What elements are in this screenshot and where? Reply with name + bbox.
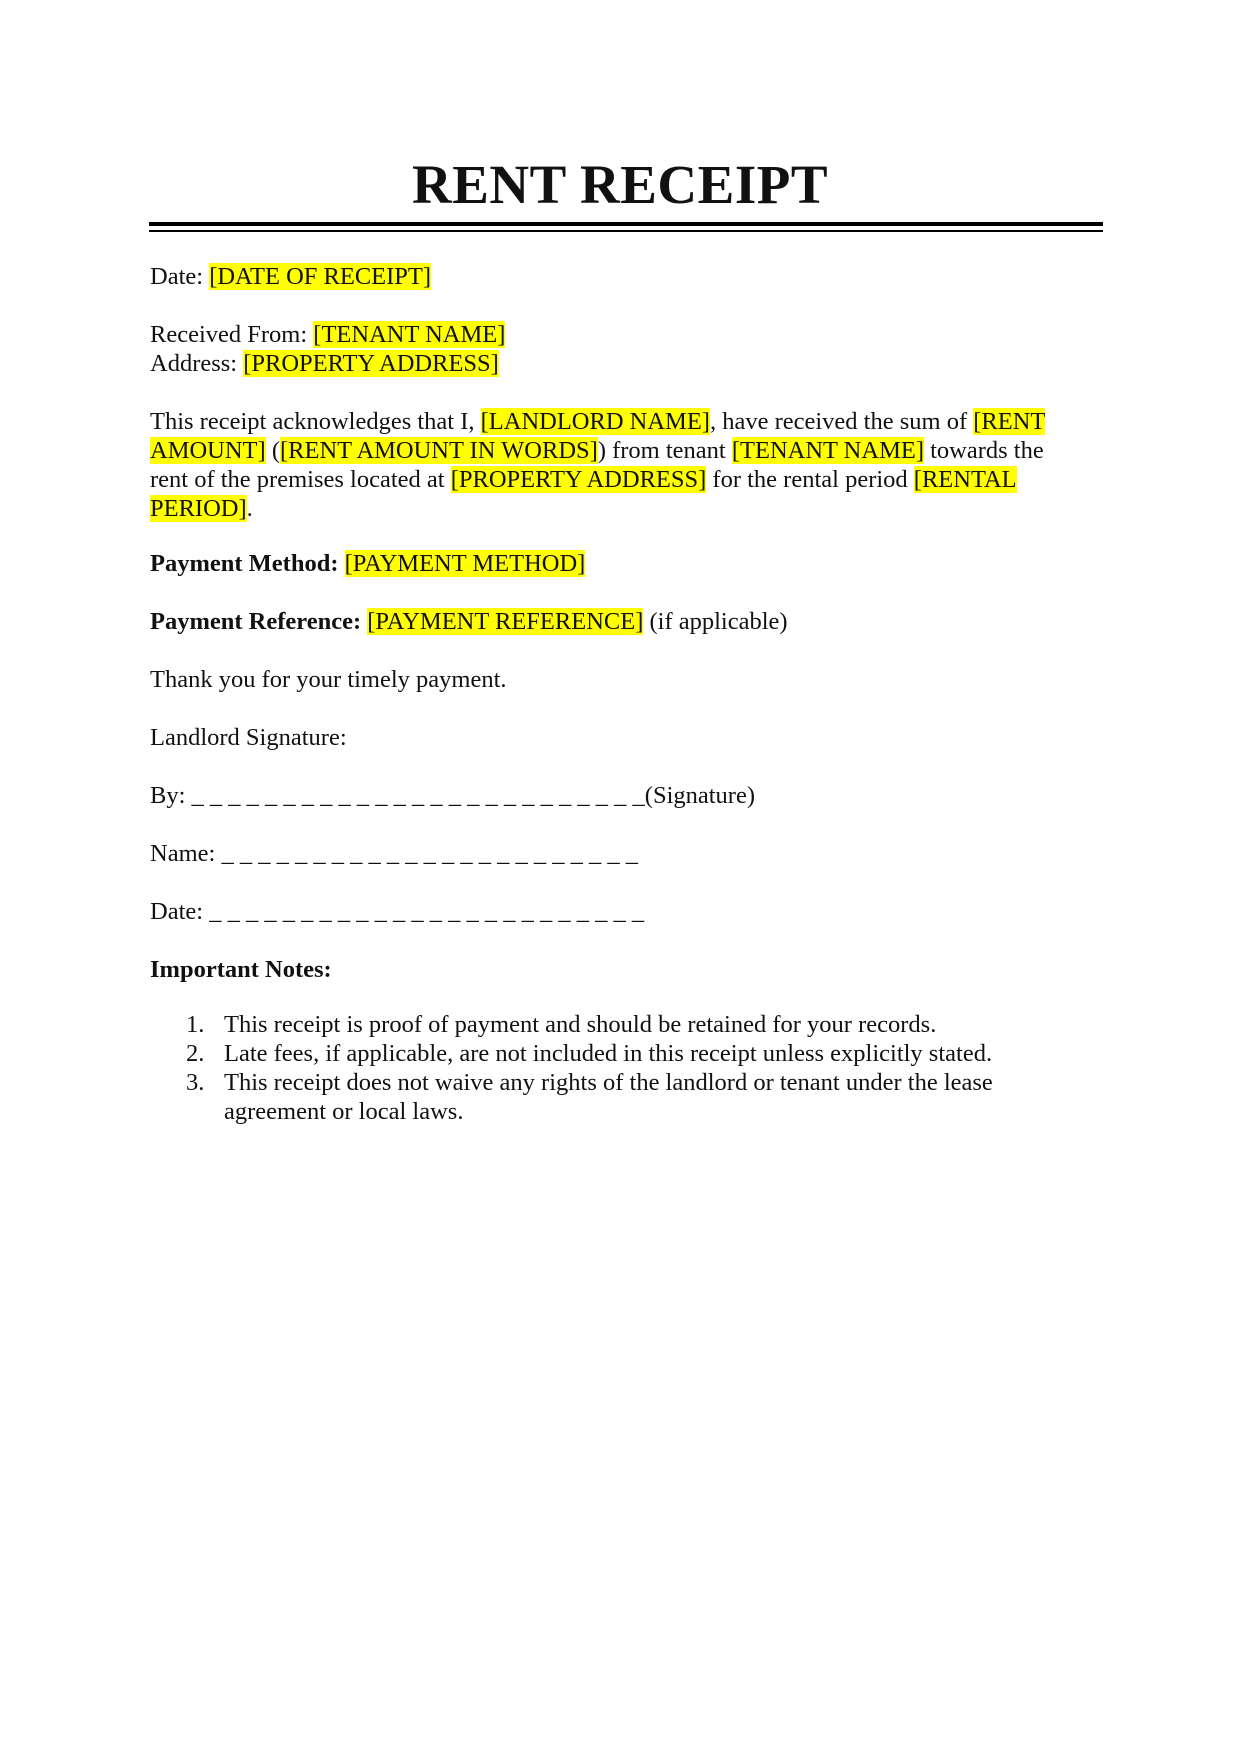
by-label: By: bbox=[150, 782, 186, 809]
list-item bbox=[150, 1039, 1050, 1068]
rent-amount-words-placeholder: [RENT AMOUNT IN WORDS] bbox=[279, 437, 598, 464]
paragraph-text: towards the rent of the premises located at bbox=[150, 437, 1044, 493]
signature-name-line bbox=[150, 839, 638, 868]
note-text: This receipt does not waive any rights of the landlord or tenant under the lease agreement or local laws. bbox=[224, 1069, 993, 1125]
address-label: Address: bbox=[150, 350, 238, 377]
rental-period-placeholder: [RENTAL PERIOD] bbox=[150, 466, 1017, 522]
paragraph-text: , have received the sum of bbox=[709, 408, 974, 435]
payment-reference-placeholder: [PAYMENT REFERENCE] bbox=[367, 608, 644, 635]
note-number: 2. bbox=[186, 1040, 205, 1067]
note-text: This receipt is proof of payment and should be retained for your records. bbox=[224, 1011, 937, 1038]
property-address-placeholder: [PROPERTY ADDRESS] bbox=[243, 350, 499, 377]
payment-method-line bbox=[150, 549, 585, 578]
name-blank: _ _ _ _ _ _ _ _ _ _ _ _ _ _ _ _ _ _ _ _ _ _ _ bbox=[221, 840, 638, 867]
list-item bbox=[150, 1068, 1050, 1126]
title-divider-thick bbox=[149, 222, 1103, 226]
signature-date-label: Date: bbox=[150, 898, 204, 925]
signature-suffix: (Signature) bbox=[644, 782, 755, 809]
thank-you-text: Thank you for your timely payment. bbox=[150, 666, 507, 693]
landlord-name-placeholder: [LANDLORD NAME] bbox=[480, 408, 710, 435]
payment-reference-line bbox=[150, 607, 788, 636]
payment-method-label: Payment Method: bbox=[150, 550, 339, 577]
address-line bbox=[150, 349, 499, 378]
paragraph-text: ) from tenant bbox=[597, 437, 732, 464]
date-placeholder: [DATE OF RECEIPT] bbox=[209, 263, 432, 290]
acknowledgement-paragraph bbox=[150, 407, 1065, 523]
property-address-placeholder: [PROPERTY ADDRESS] bbox=[450, 466, 707, 493]
page-title: RENT RECEIPT bbox=[411, 154, 829, 215]
date-label: Date: bbox=[150, 263, 204, 290]
signature-by-line bbox=[150, 781, 755, 810]
signature-date-line bbox=[150, 897, 644, 926]
received-from-label: Received From: bbox=[150, 321, 308, 348]
payment-method-placeholder: [PAYMENT METHOD] bbox=[344, 550, 586, 577]
tenant-name-placeholder: [TENANT NAME] bbox=[313, 321, 506, 348]
note-text: Late fees, if applicable, are not included in this receipt unless explicitly stated. bbox=[224, 1040, 993, 1067]
paragraph-text: ( bbox=[265, 437, 280, 464]
paragraph-text: . bbox=[246, 495, 253, 522]
list-item bbox=[150, 1010, 1050, 1039]
name-label: Name: bbox=[150, 840, 216, 867]
paragraph-text: for the rental period bbox=[706, 466, 914, 493]
paragraph-text: This receipt acknowledges that I, bbox=[150, 408, 481, 435]
note-number: 1. bbox=[186, 1011, 205, 1038]
notes-list bbox=[150, 1010, 1050, 1126]
rent-amount-placeholder: [RENT AMOUNT] bbox=[150, 408, 1046, 464]
note-number: 3. bbox=[186, 1069, 205, 1096]
title-divider-thin bbox=[149, 230, 1103, 232]
signature-heading: Landlord Signature: bbox=[150, 724, 347, 751]
important-notes-heading: Important Notes: bbox=[150, 956, 332, 983]
date-line bbox=[150, 262, 431, 291]
payment-reference-label: Payment Reference: bbox=[150, 608, 362, 635]
signature-blank: _ _ _ _ _ _ _ _ _ _ _ _ _ _ _ _ _ _ _ _ _ _ _ _ _ bbox=[191, 782, 645, 809]
payment-reference-suffix: (if applicable) bbox=[649, 608, 788, 635]
signature-date-blank: _ _ _ _ _ _ _ _ _ _ _ _ _ _ _ _ _ _ _ _ _ _ _ _ bbox=[209, 898, 645, 925]
received-from-line bbox=[150, 320, 505, 349]
tenant-name-placeholder: [TENANT NAME] bbox=[731, 437, 924, 464]
